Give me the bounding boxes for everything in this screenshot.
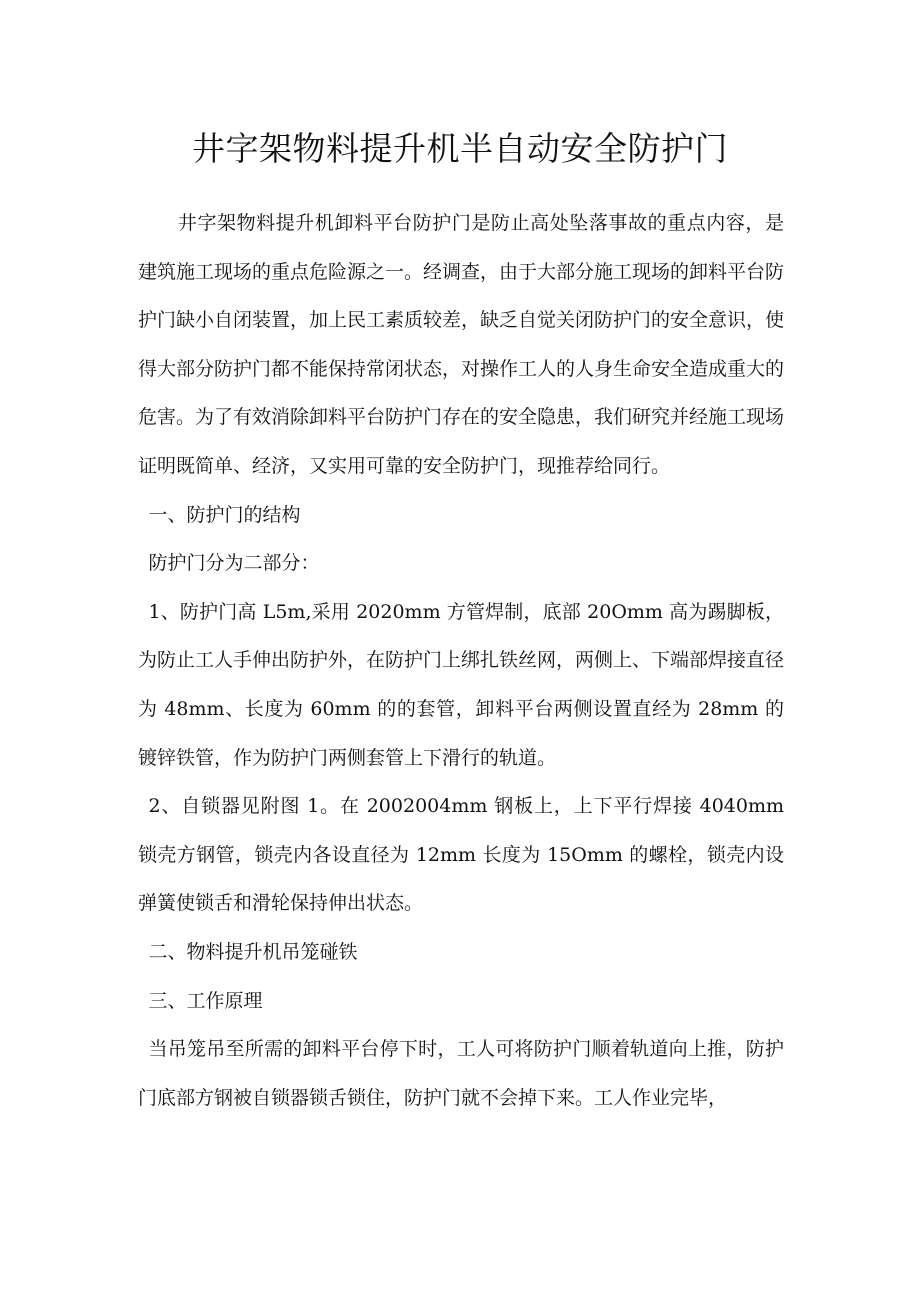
- document-title: 井字架物料提升机半自动安全防护门: [192, 129, 728, 168]
- paragraph-parts: 防护门分为二部分：: [148, 552, 320, 575]
- section-heading-principle: 三、工作原理: [148, 989, 263, 1012]
- paragraph-intro: 井字架物料提升机卸料平台防护门是防止高处坠落事故的重点内容，是建筑施工现场的重点危险源之一。经调查，由于大部分施工现场的卸料平台防护门缺小自闭装置，加上民工素质较差，缺乏自觉关闭防护门的安全意识，使得大部分防护门都不能保持常闭状态，对操作工人的人身生命安全造成重大的危害。为了有效消除卸料平台防护门存在的安全隐患，我们研究并经施工现场证明既简单、经济，又实用可靠的安全防护门，现推荐给同行。: [138, 212, 785, 477]
- paragraph-item-1: 1、防护门高 L5m,采用 2020mm 方管焊制，底部 20Omm 高为踢脚板，为防止工人手伸出防护外，在防护门上绑扎铁丝网，两侧上、下端部焊接直径为 48mm、长度为 60mm 的的套管，卸料平台两侧设置直经为 28mm 的镀锌铁管，作为防护门两侧套管上下滑行的轨道。: [138, 600, 785, 769]
- paragraph-principle: 当吊笼吊至所需的卸料平台停下时，工人可将防护门顺着轨道向上推，防护门底部方钢被自锁器锁舌锁住，防护门就不会掉下来。工人作业完毕，: [138, 1038, 784, 1109]
- paragraph-item-2: 2、自锁器见附图 1。在 2002004mm 钢板上，上下平行焊接 4040mm 锁壳方钢管，锁壳内各设直径为 12mm 长度为 15Omm 的螺栓，锁壳内设弹簧使锁舌和滑轮保持伸出状态。: [138, 795, 784, 915]
- document-body: [138, 199, 784, 1122]
- section-heading-striker: 二、物料提升机吊笼碰铁: [148, 940, 358, 963]
- section-heading-structure: 一、防护门的结构: [148, 503, 301, 526]
